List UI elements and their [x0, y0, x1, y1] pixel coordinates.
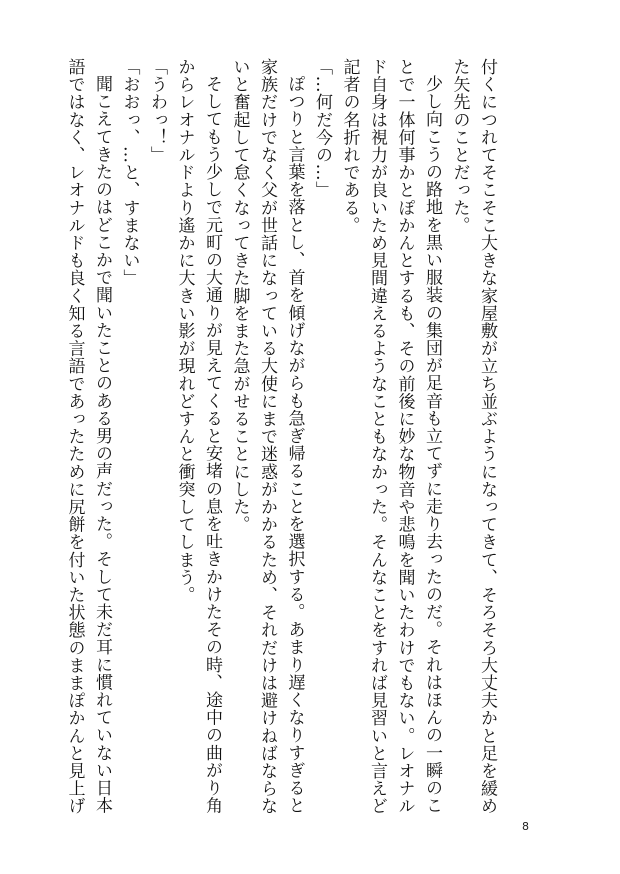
text-line-2: た矢先のことだった。 [449, 58, 470, 234]
text-line-9: 家族だけでなく父が世話になっている大使にまで迷惑がかかるため、それだけは避けねばならな [257, 58, 277, 815]
text-line-3: 少し向こうの路地を黒い服装の集団が足音も立てずに走り去ったのだ。それはほんの一瞬のこ [422, 75, 442, 815]
text-line-6: 記者の名折れである。 [339, 58, 360, 234]
text-line-16: 語ではなく、レオナルドも良く知る言語であったために尻餅を付いた状態のままぽかんと見上げ [64, 58, 85, 815]
text-line-4: とで一体何事かとぽかんとするも、その前後に妙な物音や悲鳴を聞いたわけでもない。レオナル [394, 58, 415, 815]
page-number: 8 [522, 820, 529, 833]
vertical-text-body [60, 58, 500, 815]
text-line-12: からレオナルドより遙かに大きい影が現れどすんと衝突してしまう。 [174, 58, 195, 604]
text-line-5: ド自身は視力が良いため見間違えるようなこともなかった。そんなことをすれば見習いと言えど [367, 58, 387, 815]
text-line-7: 「…何だ今の…」 [312, 58, 332, 199]
text-line-11: そしてもう少しで元町の大通りが見えてくると安堵の息を吐きかけたその時、途中の曲がり角 [202, 75, 222, 815]
text-line-13: 「うわっ！」 [147, 58, 167, 164]
text-line-14: 「おおっ、…と、すまない」 [119, 58, 140, 287]
text-line-1: 付くにつれてそこそこ大きな家屋敷が立ち並ぶようになってきて、そろそろ大丈夫かと足を緩め [477, 58, 497, 815]
text-line-8: ぽつりと言葉を落とし、首を傾げながらも急ぎ帰ることを選択する。あまり遅くなりすぎると [284, 75, 305, 815]
text-line-15: 聞こえてきたのはどこかで聞いたことのある男の声だった。そして未だ耳に慣れていない日本 [92, 75, 112, 815]
text-line-10: いと奮起して怠くなってきた脚をまた急がせることにした。 [229, 58, 250, 534]
